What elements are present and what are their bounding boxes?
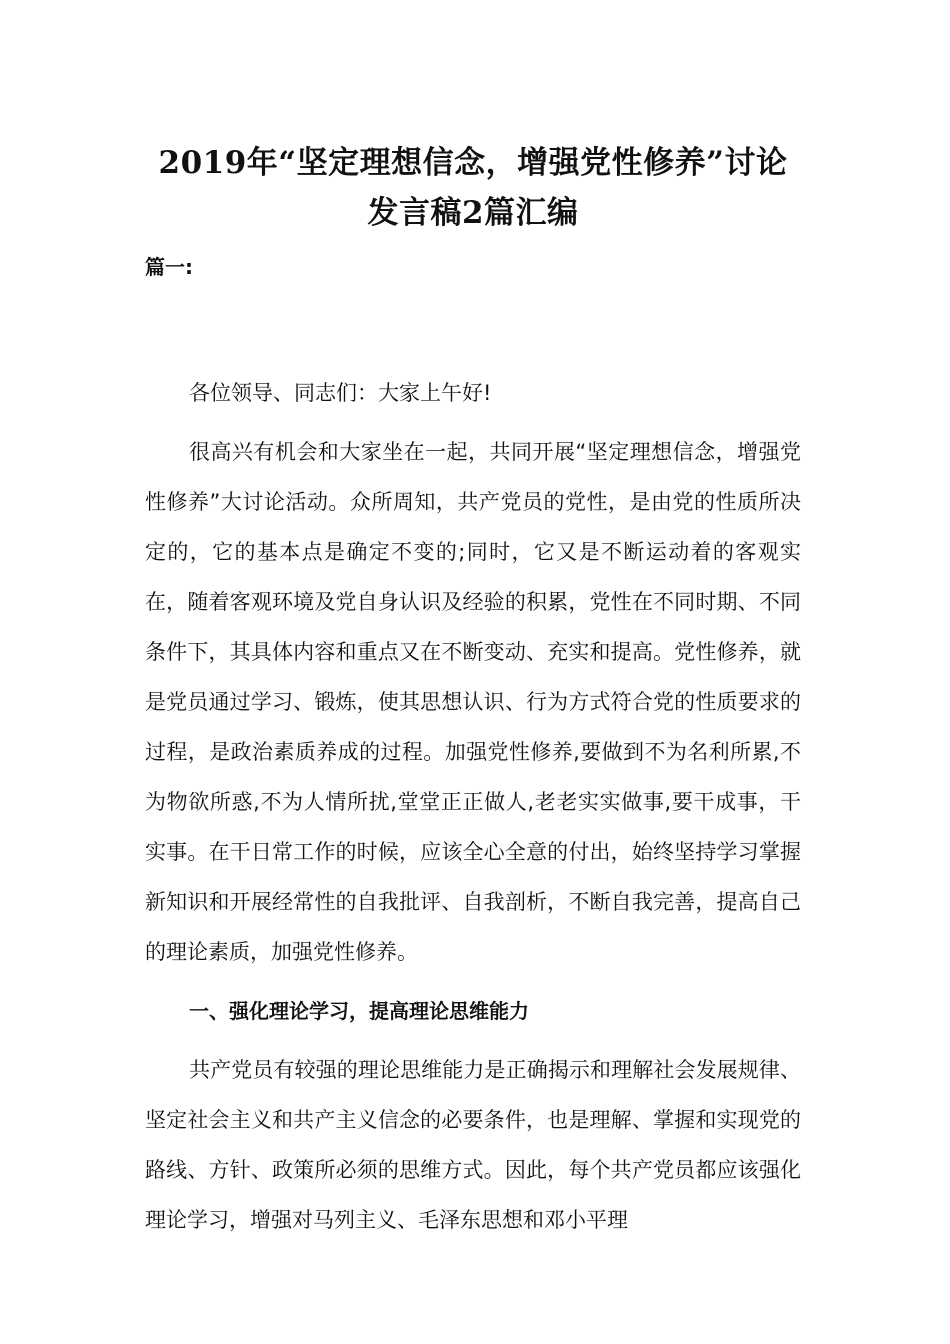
document-title: 2019年“坚定理想信念，增强党性修养”讨论发言稿2篇汇编 <box>158 145 788 231</box>
document-body <box>145 138 801 1245</box>
subheading-theory-study: 一、强化理论学习，提高理论思维能力 <box>189 999 529 1023</box>
paragraph-theory-study: 共产党员有较强的理论思维能力是正确揭示和理解社会发展规律、坚定社会主义和共产主义信念的必要条件，也是理解、掌握和实现党的路线、方针、政策所必须的思维方式。因此，每个共产党员都应该强化理论学习，增强对马列主义、毛泽东思想和邓小平理 <box>145 1058 801 1232</box>
greeting-line: 各位领导、同志们：大家上午好! <box>189 381 492 405</box>
section-label: 篇一: <box>145 255 193 279</box>
paragraph-intro: 很高兴有机会和大家坐在一起，共同开展“坚定理想信念，增强党性修养”大讨论活动。众所周知，共产党员的党性，是由党的性质所决定的，它的基本点是确定不变的;同时，它又是不断运动着的客观实在，随着客观环境及党自身认识及经验的积累，党性在不同时期、不同条件下，其具体内容和重点又在不断变动、充实和提高。党性修养，就是党员通过学习、锻炼，使其思想认识、行为方式符合党的性质要求的过程，是政治素质养成的过程。加强党性修养,要做到不为名利所累,不为物欲所惑,不为人情所扰,堂堂正正做人,老老实实做事,要干成事，干实事。在干日常工作的时候，应该全心全意的付出，始终坚持学习掌握新知识和开展经常性的自我批评、自我剖析，不断自我完善，提高自己的理论素质，加强党性修养。 <box>145 440 801 964</box>
